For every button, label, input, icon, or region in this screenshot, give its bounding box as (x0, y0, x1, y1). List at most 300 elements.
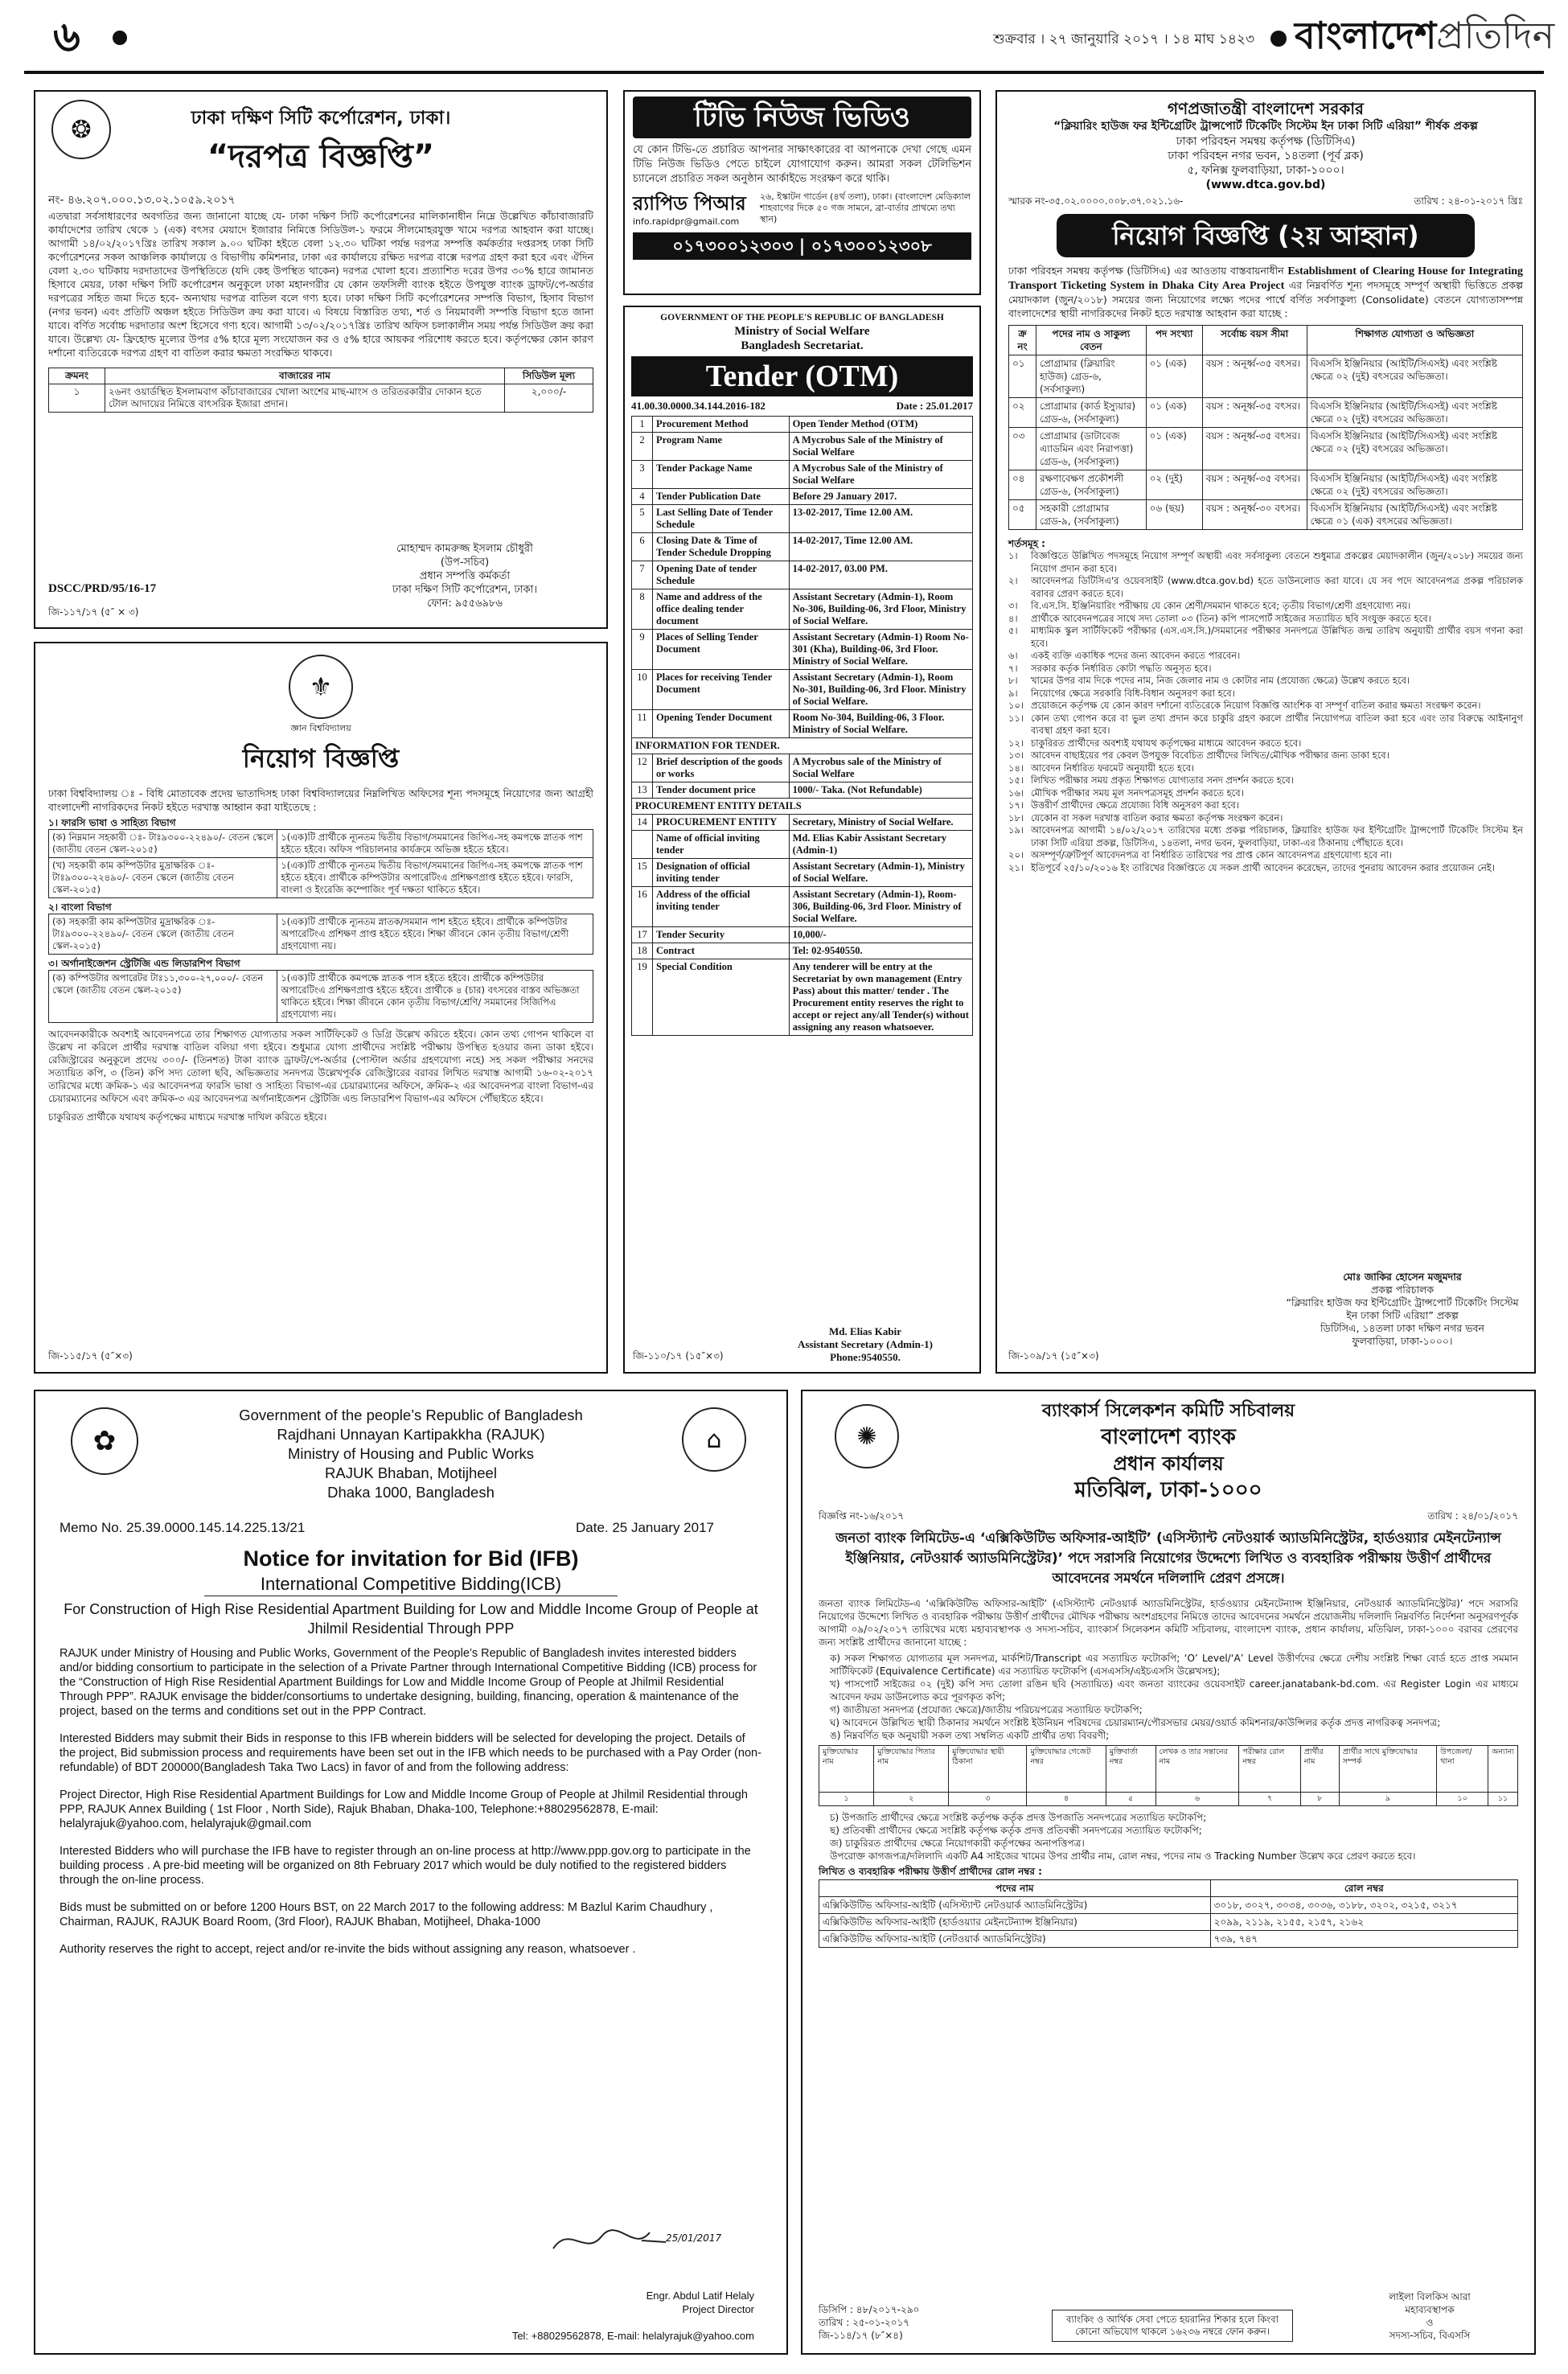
dtca-cell: বিএসসি ইঞ্জিনিয়ার (আইটি/সিএসই) এবং সংশ্লিষ্ট ক্ষেত্রে ০২ (দুই) বৎসরের অভিজ্ঞতা। (1307, 355, 1522, 398)
dtca-condition-text: লিখিত পরীক্ষার সময় প্রকৃত শিক্ষাগত যোগ্যতার সনদ প্রদর্শন করতে হবে। (1031, 774, 1294, 786)
bangladesh-emblem: ✿ (71, 1407, 138, 1475)
dscc-seal: ❂ (51, 100, 111, 159)
otm-row (632, 710, 973, 738)
otm-row-label: Procurement Method (653, 417, 790, 433)
bsc-requirement-item: খ) পাসপোর্ট সাইজের ০২ (দুই) কপি সদ্য তোলা রঙিন ছবি (সত্যায়িত) এবং জনতা ব্যাংকের ওয়েবসাইট career.janatabank-bd.com. এর Register Login এর মাধ্যমে আবেদন ফরম ডাউনলোড করে পূরণকৃত কপি; (830, 1678, 1518, 1702)
bsc-roll-table (819, 1879, 1518, 1948)
rajuk-tel: Tel: +88029562878, E-mail: helalyrajuk@yahoo.com (511, 2330, 754, 2342)
otm-row-value: 14-02-2017, 03.00 PM. (789, 561, 972, 589)
dtca-condition (1008, 688, 1523, 700)
dtca-row (1009, 428, 1523, 470)
du-subtitle: জ্ঞান বিশ্ববিদ্যালয় (290, 723, 351, 733)
dtca-website[interactable]: (www.dtca.gov.bd) (1205, 179, 1326, 191)
otm-row-label: Places for receiving Tender Document (653, 670, 790, 710)
otm-memo-row (631, 400, 973, 413)
dtca-cell: বয়স : অনূর্ধ্ব-৩৫ বৎসর। (1202, 470, 1307, 500)
dtca-condition (1008, 824, 1523, 849)
rajuk-para-4: Interested Bidders who will purchase the IFB have to register through an on-line process at http://www.ppp.gov.org to participate in the building process . A pre-bid meeting will be organized on 8th February 2017 which would be duly notified to the registered bidders through the on-line process. (60, 1845, 751, 1887)
otm-ministry: Ministry of Social Welfare (734, 325, 870, 338)
bsc-roll-numbers: ২০৯৯, ২১১৯, ২১৫৫, ২১৫৭, ২১৬২ (1210, 1914, 1517, 1931)
dtca-condition (1008, 613, 1523, 626)
otm-row-no: 9 (632, 630, 653, 670)
bsc-roll-col-post: পদের নাম (819, 1880, 1211, 1897)
du-intro: ঢাকা বিশ্ববিদ্যালয় ঃ - বিধি মোতাবেক প্রদেয় ভাতাদিসহ ঢাকা বিশ্ববিদ্যালয়ের নিম্নলিখিত অফিসের শূন্য পদসমূহে নিয়োগের জন্য আগ্রহী বাংলাদেশী নাগরিকদের নিকট হইতে দরখাস্ত আহ্বান করা যাইতেছে : (48, 787, 593, 813)
otm-row (632, 943, 973, 959)
masthead-dot (1270, 31, 1287, 47)
dtca-condition-no: ২। (1008, 575, 1018, 586)
bsc-grid-head-cell: মুক্তিযোদ্ধার গেজেট নম্বর (1027, 1746, 1106, 1793)
bsc-requirement-item: গ) জাতীয়তা সনদপত্র (প্রযোজ্য ক্ষেত্রে)/জাতীয় পরিচয়পত্রের সত্যায়িত ফটোকপি; (830, 1704, 1143, 1715)
otm-row-value: A Mycrobus Sale of the Ministry of Social Welfare (789, 433, 972, 461)
dtca-intro-b: Establishment of Clearing House for Integrating Transport Ticketing System in Dhaka City Area Project (1008, 265, 1523, 292)
tv-phones[interactable]: ০১৭৩০০১২৩০৩ | ০১৭৩০০১২৩০৮ (633, 232, 971, 260)
dscc-memo: নং- ৪৬.২০৭.০০০.১৩.০২.১০৫৯.২০১৭ (48, 194, 236, 207)
dtca-intro-c: এর নিম্নবর্ণিত শূন্য পদসমূহে সম্পূর্ণ অস্থায়ী ভিত্তিতে প্রকল্প মেয়াদকাল (জুন/২০১৮) সময়ের জন্য নিয়োগের লক্ষ্যে পদের পার্শ্বে বর্ণিত সর্বসাকুল্য (Consolidate) বেতনে যোগ্যতাসম্পন্ন বাংলাদেশের স্থায়ী নাগরিকদের নিকট হতে দরখাস্ত আহবান করা যাচ্ছে : (1008, 279, 1523, 319)
dscc-sign-org: ঢাকা দক্ষিণ সিটি কর্পোরেশন, ঢাকা। (392, 584, 538, 596)
dscc-code: জি-১১৭/১৭ (৫″ × ৩) (48, 606, 139, 618)
otm-row-value: Tel: 02-9540550. (789, 943, 972, 959)
otm-row-no: 10 (632, 670, 653, 710)
dtca-condition-no: ১৩। (1008, 750, 1024, 761)
rajuk-memo: Memo No. 25.39.0000.145.14.225.13/21 (60, 1520, 306, 1535)
otm-row-value: Assistant Secretary (Admin-1) Room No-301 (Kha), Building-06, 3rd Floor. Ministry of Social Welfare. (789, 630, 972, 670)
otm-row-no: 14 (632, 815, 653, 831)
otm-row-label: Special Condition (653, 959, 790, 1036)
dtca-recruitment-notice (995, 90, 1536, 1374)
dtca-condition-text: খামের উপর বাম দিকে পদের নাম, নিজ জেলার নাম ও কোটার নাম (প্রযোজ্য ক্ষেত্রে) উল্লেখ করতে হবে। (1031, 675, 1410, 686)
otm-row (632, 461, 973, 489)
otm-row (632, 630, 973, 670)
rajuk-para-2: Interested Bidders may submit their Bids in response to this IFB wherein bidders will be selected for developing the project. Details of the project, Bid submission process and requirements have been set out in the IFB which needs to be purchased with a Pay Order (non-refundable) of BDT 200000(Bangladesh Taka Two Lacs) in favor of and from the following address: (60, 1732, 761, 1774)
dtca-table-head (1009, 326, 1523, 355)
bsc-sign-title: মহাব্যবস্থাপক (1405, 2304, 1455, 2315)
dtca-condition-no: ১০। (1008, 700, 1024, 711)
dtca-cell: ০৩ (1009, 428, 1036, 470)
dtca-cell: ০১ (1009, 355, 1036, 398)
dtca-condition-text: যেকোন বা সকল দরখাস্ত বাতিল করার ক্ষমতা কর্তৃপক্ষ সংরক্ষণ করেন। (1031, 811, 1283, 824)
bsc-grid-num-cell: ৭ (1239, 1793, 1300, 1806)
du-section-2: ২। বাংলা বিভাগ (48, 902, 112, 913)
bsc-roll-body (819, 1897, 1518, 1948)
rajuk-ifb-notice (34, 1390, 788, 2355)
bsc-roll-post: এক্সিকিউটিভ অফিসার-আইটি (নেটওয়ার্ক অ্যাডমিনিস্ট্রেটর) (819, 1931, 1211, 1948)
dtca-gov: গণপ্রজাতন্ত্রী বাংলাদেশ সরকার (1168, 99, 1364, 118)
dscc-sign-name: মোহাম্মদ কামরুজ্জ ইসলাম চৌধুরী (396, 543, 533, 555)
dtca-memo: স্মারক নং-৩৫.০২.০০০০.০০৮.৩৭.০২১.১৬- (1008, 195, 1184, 207)
bsc-grid-head-cell: প্রার্থীর সাথে মুক্তিযোদ্ধার সম্পর্ক (1339, 1746, 1437, 1793)
otm-pe-head-cell: PROCUREMENT ENTITY DETAILS (632, 799, 973, 815)
otm-row-label: Tender Package Name (653, 461, 790, 489)
otm-info-head (632, 738, 973, 754)
bsc-note: ছ) প্রতিবন্ধী প্রার্থীদের ক্ষেত্রে সংশ্লিষ্ট কর্তৃপক্ষ কর্তৃক প্রদত্ত প্রতিবন্ধী সনদপত্রের সত্যায়িত ফটোকপি; (830, 1825, 1202, 1836)
dtca-condition (1008, 700, 1523, 713)
masthead-rule (24, 71, 1544, 74)
dtca-cell: ০১ (এক) (1146, 355, 1202, 398)
otm-row-value: A Mycrobus Sale of the Ministry of Social Welfare (789, 461, 972, 489)
dtca-col-head: ক্র নং (1009, 326, 1036, 355)
rajuk-signature (545, 2216, 738, 2265)
dtca-cell: সহকারী প্রোগ্রামার গ্রেড-৯, (সর্বসাকুল্য) (1036, 500, 1147, 530)
bsc-grid-num-cell: ৫ (1106, 1793, 1155, 1806)
issue-date: শুক্রবার । ২৭ জানুয়ারি ২০১৭ । ১৪ মাঘ ১৪২৩ (993, 31, 1254, 47)
rajuk-para-1: RAJUK under Ministry of Housing and Public Works, Government of the People’s Republic of Bangladesh invites interested bidders and/or bidding consortium to participate in the selection of a Private Partner through International Competitive Bidding (ICB) process for the “Construction of High Rise Residential Apartment Buildings for Low and Middle Income Group of People at Jhilmil Residential Through PPP”. RAJUK envisage the bidder/consortiums to undertake designing, building, financing, operation & maintenance of the project, based on the terms and conditions set out in the PPP Contract. (60, 1647, 757, 1718)
du-req-3a: ১(এক)টি প্রার্থীকে কমপক্ষে স্নাতক পাস হইতে হইবে। প্রার্থীকে কম্পিউটার অপারেটিংএ প্রশিক্ষণপ্রাপ্ত হইতে হইবে। প্রার্থীকে ৪ (চার) বৎসরের বাস্তব অভিজ্ঞতা থাকিতে হইবে। শিক্ষা জীবনে কোন তৃতীয় বিভাগ/শ্রেণি/ সমমানের সিজিপিএ গ্রহণযোগ্য নয়। (277, 971, 593, 1023)
otm-row (632, 815, 973, 831)
bsc-freedom-fighter-grid (819, 1745, 1518, 1806)
otm-memo: 41.00.30.0000.34.144.2016-182 (631, 400, 766, 412)
rajuk-subtitle: International Competitive Bidding(ICB) (204, 1573, 618, 1596)
bsc-grid-head-cell: মুক্তিযোদ্ধার পিতার নাম (874, 1746, 949, 1793)
otm-row-label: Designation of official inviting tender (653, 859, 790, 887)
otm-row-label: Name and address of the office dealing tender document (653, 589, 790, 630)
dtca-condition-text: মাধ্যমিক স্কুল সার্টিফিকেট পরীক্ষার (এস.এস.সি.)/সমমানের পরীক্ষার সনদপত্রে উল্লিখিত জন্ম তারিখ অনুযায়ী প্রার্থীর বয়স গণনা করা হবে। (1031, 625, 1523, 649)
du-seal: ⚜ (289, 655, 353, 719)
otm-row (632, 927, 973, 943)
otm-row-label: Tender Security (653, 927, 790, 943)
bsc-requirement-item: ঙ) নিম্নবর্ণিত ছক অনুযায়ী সকল তথ্য সম্বলিত একটি প্রার্থীর তথ্য বিবরণী; (830, 1730, 1110, 1741)
dtca-cell: বিএসসি ইঞ্জিনিয়ার (আইটি/সিএসই) এবং সংশ্লিষ্ট ক্ষেত্রে ০২ (দুই) বৎসরের অভিজ্ঞতা। (1307, 470, 1522, 500)
otm-row (632, 831, 973, 859)
bsc-note: জ) চাকুরিরত প্রার্থীদের ক্ষেত্রে নিয়োগকারী কর্তৃপক্ষের অনাপত্তিপত্র। (830, 1838, 1085, 1849)
otm-row-no (632, 831, 653, 859)
rajuk-sign-name: Engr. Abdul Latif Helaly (646, 2290, 754, 2302)
dtca-conditions (1008, 550, 1523, 874)
dtca-condition (1008, 650, 1523, 663)
dscc-signature-block (336, 542, 593, 610)
dtca-cell: বিএসসি ইঞ্জিনিয়ার (আইটি/সিএসই) এবং সংশ্লিষ্ট ক্ষেত্রে ০২ (দুই) বৎসরের অভিজ্ঞতা। (1307, 398, 1522, 428)
dtca-cell: ০২ (দুই) (1146, 470, 1202, 500)
dtca-condition-text: বিজ্ঞপ্তিতে উল্লিখিত পদসমূহে নিয়োগ সম্পূর্ণ অস্থায়ী এবং সর্বসাকুল্য বেতনে শুধুমাত্র প্রকল্পের মেয়াদকালীন (জুন/২০১৮) সময়ের জন্য নিয়োগ প্রদান করা হবে। (1031, 550, 1523, 574)
otm-row-value: A Mycrobus sale of the Ministry of Social Welfare (789, 754, 972, 782)
dtca-condition (1008, 675, 1523, 688)
otm-row-label: Places of Selling Tender Document (653, 630, 790, 670)
rajuk-sign-title: Project Director (682, 2303, 754, 2315)
dtca-condition-no: ১১। (1008, 712, 1024, 724)
dtca-row (1009, 355, 1523, 398)
dtca-cell: ০৫ (1009, 500, 1036, 530)
bsc-grid-head (819, 1746, 1518, 1793)
tv-email[interactable]: info.rapidpr@gmail.com (633, 216, 740, 227)
bsc-grid-num-cell: ১ (819, 1793, 874, 1806)
dtca-col-head: পদের নাম ও সাকুল্য বেতন (1036, 326, 1147, 355)
rajuk-title: Notice for invitation for Bid (IFB) (243, 1546, 579, 1571)
dtca-bhaban: ঢাকা পরিবহন নগর ভবন, ১৪তলা (পূর্ব ব্লক) (1168, 150, 1364, 162)
du-req-1b: ১(এক)টি প্রার্থীকে ন্যূনতম দ্বিতীয় বিভাগ/সমমানের জিপিএ-সহ কমপক্ষে স্নাতক পাশ হইতে হইবে। প্রার্থীকে কম্পিউটার অপারেটিংএ প্রশিক্ষণপ্রাপ্ত হইতে হইবে। ফারসি, বাংলা ও ইংরেজি কম্পোজিং পূর্ব দক্ষতা থাকিতে হইবে। (277, 858, 593, 898)
otm-table-body (632, 417, 973, 1036)
otm-pe-head (632, 799, 973, 815)
dscc-td-market: ২৬নং ওয়ার্ডস্থিত ইসলামবাগ কাঁচাবাজারের খোলা অংশের মাছ-মাংস ও তরিতরকারীর দোকান হতে টোল আদায়ের নিমিত্তে বাৎসরিক ইজারা প্রদান। (105, 384, 505, 413)
dtca-condition-text: মৌখিক পরীক্ষার সময় মূল সনদপত্রসমূহ প্রদর্শন করতে হবে। (1031, 787, 1244, 799)
dtca-address: ৫, ফনিক্স ফুলবাড়িয়া, ঢাকা-১০০০। (1187, 164, 1344, 177)
otm-sign-phone: Phone:9540550. (830, 1351, 901, 1363)
bsc-header (819, 1399, 1518, 1504)
otm-row-value: Before 29 January 2017. (789, 489, 972, 505)
page-dot (113, 31, 127, 45)
rajuk-org: Rajdhani Unnayan Kartipakkha (RAJUK) (277, 1426, 545, 1443)
otm-row-label: Opening Tender Document (653, 710, 790, 738)
dscc-td-price: ২,০০০/- (505, 384, 593, 413)
dtca-condition-no: ১। (1008, 550, 1018, 561)
otm-row (632, 561, 973, 589)
dscc-title: “দরপত্র বিজ্ঞপ্তি” (207, 138, 435, 175)
dtca-date: তারিখ : ২৪-০১-২০১৭ খ্রিঃ (1414, 195, 1523, 207)
bsc-grid-head-cell: লেখক ও তার সন্তানের নাম (1155, 1746, 1239, 1793)
bsc-roll-numbers: ৭৩৯, ৭৪৭ (1210, 1931, 1517, 1948)
rajuk-para-3: Project Director, High Rise Residential Apartment Buildings for Low and Middle Income Group of People at Jhilmil Residential through PPP, RAJUK Annex Building ( 1st Floor , North Side), Rajuk Bhaban, Dhaka-100, Telephone:+88029562878, E-mail: helalyrajuk@yahoo.com, helalyrajuk@gmail.com (60, 1789, 748, 1830)
otm-row-label: PROCUREMENT ENTITY (653, 815, 790, 831)
dtca-signature-block (1282, 1271, 1523, 1348)
otm-row (632, 959, 973, 1036)
rajuk-sign-block (646, 2289, 754, 2316)
dtca-condition (1008, 713, 1523, 737)
bsc-grid-head-cell: মুক্তিযোদ্ধার স্থায়ী ঠিকানা (949, 1746, 1027, 1793)
otm-row-value: 10,000/- (789, 927, 972, 943)
dtca-condition-no: ১৮। (1008, 811, 1024, 824)
dscc-th-price: সিডিউল মূল্য (505, 368, 593, 384)
bsc-address: মতিঝিল, ঢাকা-১০০০ (1074, 1478, 1262, 1502)
dtca-condition-text: আবেদনপত্র ডিটিসিএ'র ওয়েবসাইট (www.dtca.gov.bd) হতে ডাউনলোড করা যাবে। যে সব পদে আবেদনপত্র প্রকল্প পরিচালক বরাবর প্রেরণ করতে হবে। (1031, 575, 1523, 599)
otm-row (632, 782, 973, 799)
otm-row (632, 589, 973, 630)
dtca-condition-no: ৮। (1008, 675, 1018, 686)
dtca-condition (1008, 849, 1523, 862)
dtca-table-body (1009, 355, 1523, 530)
dtca-condition-no: ৫। (1008, 625, 1018, 636)
du-table-1 (48, 829, 593, 898)
otm-row-no: 1 (632, 417, 653, 433)
otm-row-no: 17 (632, 927, 653, 943)
otm-row-label: Tender document price (653, 782, 790, 799)
dtca-table (1008, 325, 1523, 530)
dtca-col-head: শিক্ষাগত যোগ্যতা ও অভিজ্ঞতা (1307, 326, 1522, 355)
otm-row-no: 18 (632, 943, 653, 959)
otm-row (632, 505, 973, 533)
bsc-notice (801, 1390, 1536, 2355)
otm-row-no: 11 (632, 710, 653, 738)
bangladesh-bank-logo: ✺ (835, 1404, 899, 1468)
otm-row-value: Secretary, Ministry of Social Welfare. (789, 815, 972, 831)
du-section-1: ১। ফারসি ভাষা ও সাহিত্য বিভাগ (48, 817, 176, 828)
dtca-row (1009, 470, 1523, 500)
bsc-bank: বাংলাদেশ ব্যাংক (1101, 1425, 1236, 1449)
bsc-dfp-date: তারিখ : ২৫-০১-২০১৭ (819, 2317, 910, 2328)
du-post-3a: (ক) কম্পিউটার অপারেটর টাঃ১১,৩০০-২৭,০০০/- বেতন স্কেলে (জাতীয় বেতন স্কেল-২০১৫) (49, 971, 277, 1023)
dtca-intro-a: ঢাকা পরিবহন সমন্বয় কর্তৃপক্ষ (ডিটিসিএ) এর আওতায় বাস্তবায়নাধীন (1008, 265, 1284, 277)
tv-brand-block (633, 191, 753, 228)
du-table-2 (48, 914, 593, 955)
otm-row-no: 13 (632, 782, 653, 799)
dtca-condition-no: ৭। (1008, 662, 1018, 674)
dtca-condition-text: অসম্পূর্ণ/ত্রুটিপূর্ণ আবেদনপত্র বা নির্ধারিত তারিখের পর প্রাপ্ত কোন আবেদনপত্র গ্রহণযোগ্য হবে না। (1031, 849, 1393, 860)
dtca-condition (1008, 550, 1523, 575)
tv-brand: র‍্যাপিড পিআর (633, 192, 746, 215)
rajuk-signature-date: 25/01/2017 (666, 2232, 722, 2244)
bsc-dfp-block (819, 2303, 919, 2342)
du-req-1a: ১(এক)টি প্রার্থীকে ন্যূনতম দ্বিতীয় বিভাগ/সমমানের জিপিএ-সহ কমপক্ষে স্নাতক পাশ হইতে হইবে। অফিস পরিচালনার কার্যক্রমে অভিজ্ঞ হইতে হইবে। (277, 830, 593, 858)
dtca-condition-text: আবেদনপত্র আগামী ১৪/০২/২০১৭ তারিখের মধ্যে প্রকল্প পরিচালক, ক্লিয়ারিং হাউজ ফর ইন্টিগ্রেটিং ট্রান্সপোর্ট টিকেটিং সিস্টেম ইন ঢাকা সিটি এরিয়া প্রকল্প, ডিটিসিএ, ১৪তলা, নগর ভবন, ফুলবাড়িয়া, ঢাকা-এর ঠিকানায় পৌঁছাতে হবে। (1031, 824, 1523, 848)
dtca-cell: বিএসসি ইঞ্জিনিয়ার (আইটি/সিএসই) এবং সংশ্লিষ্ট ক্ষেত্রে ০২ (দুই) বৎসরের অভিজ্ঞতা। (1307, 428, 1522, 470)
otm-row-label: Contract (653, 943, 790, 959)
rajuk-gov: Government of the people’s Republic of Bangladesh (239, 1407, 583, 1423)
bsc-date: তারিখ : ২৪/০১/২০১৭ (1427, 1510, 1518, 1522)
rajuk-para-6: Authority reserves the right to accept, reject and/or re-invite the bids without assigning any reason, whatsoever . (60, 1943, 636, 1956)
masthead (0, 0, 1568, 74)
dtca-cell: ০৪ (1009, 470, 1036, 500)
otm-gov: GOVERNMENT OF THE PEOPLE'S REPUBLIC OF BANGLADESH (660, 313, 944, 322)
dtca-condition (1008, 600, 1523, 613)
bsc-sign-role: সদস্য-সচিব, বিএসসি (1389, 2330, 1471, 2341)
otm-row-value: 13-02-2017, Time 12.00 AM. (789, 505, 972, 533)
bsc-note: চ) উপজাতি প্রার্থীদের ক্ষেত্রে সংশ্লিষ্ট কর্তৃপক্ষ কর্তৃক প্রদত্ত উপজাতি সনদপত্রের সত্যায়িত ফটোকপি; (830, 1812, 1207, 1823)
otm-row-value: Md. Elias Kabir Assistant Secretary (Admin-1) (789, 831, 972, 859)
bsc-grid-head-cell: পরীক্ষার রোল নম্বর (1239, 1746, 1300, 1793)
rajuk-logo: ⌂ (682, 1407, 746, 1472)
tv-title: টিভি নিউজ ভিডিও (633, 97, 971, 138)
bsc-notice-no: বিজ্ঞপ্তি নং-১৬/২০১৭ (819, 1510, 905, 1522)
otm-row-value: 14-02-2017, Time 12.00 AM. (789, 533, 972, 561)
du-req-2a: ১(এক)টি প্রার্থীকে ন্যূনতম স্নাতক/সমমান পাশ হইতে হইবে। প্রার্থীকে কম্পিউটার অপারেটিংএ প্রশিক্ষণ প্রাপ্ত হইতে হইবে। শিক্ষা জীবনে কোন তৃতীয় বিভাগ/শ্রেণী গ্রহণযোগ্য নয়। (277, 914, 593, 955)
bsc-grid-head-cell: মুক্তিযোদ্ধার নাম (819, 1746, 874, 1793)
bsc-roll-row (819, 1897, 1518, 1914)
dtca-condition (1008, 862, 1523, 875)
dtca-condition (1008, 799, 1523, 812)
otm-row-value: Assistant Secretary (Admin-1), Room-306, Building-06, 3rd Floor. Ministry of Social Welfare. (789, 887, 972, 927)
bsc-requirements (819, 1652, 1518, 1742)
du-body: আবেদনকারীকে অবশ্যই আবেদনপত্রে তার শিক্ষাগত যোগ্যতার সকল সার্টিফিকেট ও ডিগ্রি উল্লেখ করিতে হইবে। কোন তথ্য গোপন থাকিলে বা উল্লেখ না করিলে প্রার্থীর দরখাস্ত বাতিল বলিয়া গণ্য হইবে। শুধুমাত্র যোগ্য প্রার্থীদের সংশ্লিষ্ট পরীক্ষায় উপস্থিত হওয়ার জন্য ডাকা হইবে। রেজিস্ট্রারের অনুকূলে প্রদেয় ৩০০/- (তিনশত) টাকা ব্যাংক ড্রাফট/পে-অর্ডার (পোস্টাল অর্ডার গ্রহণযোগ্য নহে) সহ সকল পরীক্ষার সনদের সত্যায়িত কপি, ৩ (তিন) কপি সদ্য তোলা ছবি, অভিজ্ঞতার সনদপত্র উল্লেখপূর্বক রেজিস্ট্রারের বরাবর লিখিত দরখাস্ত আগামী ১৬-০২-২০১৭ তারিখের মধ্যে ক্রমিক-১ এর আবেদনপত্র ফারসি ভাষা ও সাহিত্য বিভাগ-এর চেয়ারম্যানের অফিসে, ক্রমিক-২ এর আবেদনপত্র বাংলা বিভাগ-এর চেয়ারম্যানের অফিসে এবং ক্রমিক-৩ এর আবেদনপত্র অর্গানাইজেশন স্ট্রেটিজি এন্ড লিডারশিপ বিভাগ-এর অফিসে পৌঁছাইতে হইবে। (48, 1029, 593, 1104)
dtca-code: জি-১০৯/১৭ (১৫″×৩) (1008, 1350, 1099, 1362)
otm-row-no: 2 (632, 433, 653, 461)
dtca-row (1009, 500, 1523, 530)
rajuk-body (60, 1646, 762, 1957)
dscc-td-serial: ১ (49, 384, 105, 413)
otm-row-no: 15 (632, 859, 653, 887)
otm-row (632, 533, 973, 561)
dtca-condition-text: সরকার কর্তৃক নির্ধারিত কোটা পদ্ধতি অনুসৃত হবে। (1031, 662, 1212, 674)
bsc-notes (819, 1811, 1518, 1863)
rajuk-header (60, 1406, 762, 1502)
otm-row (632, 887, 973, 927)
otm-row-value: Room No-304, Building-06, 3 Floor. Ministry of Social Welfare. (789, 710, 972, 738)
otm-row-label: Name of official inviting tender (653, 831, 790, 859)
dtca-condition-no: ১৪। (1008, 762, 1024, 774)
dtca-condition-text: কোন তথ্য গোপন করে বা ভুল তথ্য প্রদান করে চাকুরি গ্রহণ করলে প্রার্থীর নিয়োগপত্র বাতিল করা হবে এবং তার বিরুদ্ধে আইনানুগ ব্যবস্থা গ্রহণ করা হবে। (1031, 712, 1523, 736)
paper-name-a: বাংলাদেশ (1295, 14, 1437, 57)
du-content (48, 787, 593, 1123)
otm-row-value: Any tenderer will be entry at the Secretariat by own management (Entry Pass) about this matter/ tender . The Procurement entity reserves the right to accept or reject any/all Tender(s) without assigning any reason whatsoever. (789, 959, 972, 1036)
dtca-cell: ০১ (এক) (1146, 398, 1202, 428)
otm-row (632, 670, 973, 710)
dtca-row (1009, 398, 1523, 428)
dtca-condition-text: প্রয়োজনে কর্তৃপক্ষ যে কোন কারণ দর্শানো ব্যতিরেকে নিয়োগ বিজ্ঞপ্তি আংশিক বা সম্পূর্ণ বাতিল করার ক্ষমতা সংরক্ষণ করেন। (1031, 700, 1481, 711)
dscc-sign-rank: (উপ-সচিব) (440, 557, 490, 569)
otm-row-value: Assistant Secretary (Admin-1), Ministry of Social Welfare. (789, 859, 972, 887)
otm-row (632, 433, 973, 461)
tv-body: যে কোন টিভি-তে প্রচারিত আপনার সাক্ষাৎকারের বা আপনাকে দেখা গেছে এমন টিভি নিউজ ভিডিও পেতে চাইলে যোগাযোগ করুন। আমরা সকল টেলিভিশন চ্যানেলে প্রচারিত সকল অনুষ্ঠান আর্কাইভে সংরক্ষণ করে থাকি। (633, 144, 971, 185)
dtca-cell: বয়স : অনূর্ধ্ব-৩০ বৎসর। (1202, 500, 1307, 530)
dtca-authority: ঢাকা পরিবহন সমন্বয় কর্তৃপক্ষ (ডিটিসিএ) (1176, 135, 1356, 148)
dtca-condition-text: আবেদন বাছাইয়ের পর কেবল উপযুক্ত বিবেচিত প্রার্থীদের লিখিত/মৌখিক পরীক্ষার জন্য ডাকা হবে। (1031, 750, 1389, 761)
otm-row-label: Opening Date of tender Schedule (653, 561, 790, 589)
dtca-condition-text: চাকুরিরত প্রার্থীদের অবশ্যই যথাযথ কর্তৃপক্ষের মাধ্যমে আবেদন করতে হবে। (1031, 737, 1302, 749)
dtca-condition-no: ৪। (1008, 612, 1018, 624)
otm-row-no: 4 (632, 489, 653, 505)
otm-signature-block (761, 1325, 970, 1364)
otm-table (631, 416, 973, 1036)
bsc-grid-num-cell: ৩ (949, 1793, 1027, 1806)
dtca-condition (1008, 663, 1523, 676)
dtca-cell: বয়স : অনূর্ধ্ব-৩৫ বৎসর। (1202, 355, 1307, 398)
dtca-condition-no: ২০। (1008, 849, 1024, 860)
otm-row-value: 1000/- Taka. (Not Refundable) (789, 782, 972, 799)
bsc-dfp-no: ডিসিপি : ৪৮/২০১৭-২৯০ (819, 2304, 920, 2315)
du-footer-note: চাকুরিরত প্রার্থীকে যথাযথ কর্তৃপক্ষের মাধ্যমে দরখাস্ত দাখিল করিতে হইবে। (48, 1111, 327, 1123)
tv-contact-row (633, 191, 971, 228)
dtca-condition-no: ৩। (1008, 600, 1018, 611)
dtca-condition (1008, 812, 1523, 825)
bsc-roll-row (819, 1914, 1518, 1931)
dscc-th-market: বাজারের নাম (105, 368, 505, 384)
dscc-sign-title: প্রধান সম্পত্তি কর্মকর্তা (419, 570, 511, 582)
dtca-cell: রক্ষণাবেক্ষণ প্রকৌশলী গ্রেড-৬, (সর্বসাকুল্য) (1036, 470, 1147, 500)
dtca-condition-text: নিয়োগের ক্ষেত্রে সরকারি বিধি-বিধান অনুসরণ করা হবে। (1031, 687, 1235, 699)
otm-sign-name: Md. Elias Kabir (829, 1325, 901, 1337)
rajuk-bhaban: RAJUK Bhaban, Motijheel (325, 1464, 497, 1481)
dtca-condition (1008, 762, 1523, 775)
dtca-cell: বিএসসি ইঞ্জিনিয়ার (আইটি/সিএসই) এবং সংশ্লিষ্ট ক্ষেত্রে ০১ (এক) বৎসরের অভিজ্ঞতা। (1307, 500, 1522, 530)
bsc-grid-head-cell: উপজেলা/থানা (1437, 1746, 1488, 1793)
rajuk-ministry: Ministry of Housing and Public Works (287, 1445, 535, 1462)
dtca-memo-row (1008, 195, 1523, 207)
otm-row-label: Brief description of the goods or works (653, 754, 790, 782)
otm-row (632, 754, 973, 782)
bsc-complaint-box: ব্যাংকিং ও আর্থিক সেবা পেতে হয়রানির শিকার হলে কিংবা কোনো অভিযোগ থাকলে ১৬২৩৬ নম্বরে ফোন করুন। (1052, 2310, 1293, 2342)
otm-info-head-cell: INFORMATION FOR TENDER. (632, 738, 973, 754)
otm-row-value: Assistant Secretary (Admin-1), Room No-306, Building-06, 3rd Floor, Ministry of Social Welfare. (789, 589, 972, 630)
bsc-roll-head: লিখিত ও ব্যবহারিক পরীক্ষায় উত্তীর্ণ প্রার্থীদের রোল নম্বর : (819, 1866, 1042, 1877)
bsc-grid-head-cell: মুক্তিবার্তা নম্বর (1106, 1746, 1155, 1793)
bsc-grid-num-cell: ৬ (1155, 1793, 1239, 1806)
bsc-note: উপরোক্ত কাগজপত্র/দলিলাদি একটি A4 সাইজের খামের উপর প্রার্থীর নাম, রোল নম্বর, পদের নাম ও Tracking Number উল্লেখ করে প্রেরণ করতে হবে। (830, 1850, 1416, 1862)
bsc-grid-numbers (819, 1793, 1518, 1806)
dtca-condition-no: ৯। (1008, 687, 1018, 699)
bsc-no-row (819, 1510, 1518, 1522)
otm-row-no: 6 (632, 533, 653, 561)
dtca-condition-text: একই ব্যক্তি একাধিক পদের জন্য আবেদন করতে পারবেন। (1031, 650, 1241, 661)
dtca-banner: নিয়োগ বিজ্ঞপ্তি (২য় আহ্বান) (1057, 214, 1475, 257)
dtca-cell: বয়স : অনূর্ধ্ব-৩৫ বৎসর। (1202, 398, 1307, 428)
dtca-sign-title: প্রকল্প পরিচালক (1370, 1284, 1435, 1296)
du-post-1a: (ক) নিম্নমান সহকারী ঃ- টাঃ৯৩০০-২২৪৯০/- বেতন স্কেলে (জাতীয় বেতন স্কেল-২০১৫) (49, 830, 277, 858)
dtca-sign-project: “ক্লিয়ারিং হাউজ ফর ইন্টিগ্রেটিং ট্রান্সপোর্ট টিকেটিং সিস্টেম ইন ঢাকা সিটি এরিয়া” প্রকল্প (1286, 1296, 1519, 1321)
dtca-sign-office: ডিটিসিএ, ১৪তলা ঢাকা দক্ষিণ নগর ভবন (1320, 1322, 1485, 1334)
dtca-sign-address: ফুলবাড়িয়া, ঢাকা-১০০০। (1352, 1335, 1453, 1347)
otm-row-no: 5 (632, 505, 653, 533)
dtca-cell: বয়স : অনূর্ধ্ব-৩৫ বৎসর। (1202, 428, 1307, 470)
dtca-condition-no: ১৬। (1008, 787, 1024, 799)
bsc-grid-num-cell: ৮ (1300, 1793, 1339, 1806)
bsc-grid-head-cell: অন্যান্য (1488, 1746, 1518, 1793)
otm-row-no: 19 (632, 959, 653, 1036)
dtca-cell: প্রোগ্রামার (ক্লিয়ারিং হাউজ) গ্রেড-৬, (সর্বসাকুল্য) (1036, 355, 1147, 398)
otm-row-label: Last Selling Date of Tender Schedule (653, 505, 790, 533)
otm-row-value: Open Tender Method (OTM) (789, 417, 972, 433)
page-number: ৬ (53, 13, 80, 61)
rajuk-for: For Construction of High Rise Residential Apartment Building for Low and Middle Income Group of People at Jhilmil Residential Through PPP (64, 1601, 758, 1637)
dscc-th-serial: ক্রমনং (49, 368, 105, 384)
bsc-dfp-code: জি-১১৪/১৭ (৮″×৪) (819, 2330, 903, 2341)
dtca-col-head: পদ সংখ্যা (1146, 326, 1202, 355)
otm-row-label: Program Name (653, 433, 790, 461)
